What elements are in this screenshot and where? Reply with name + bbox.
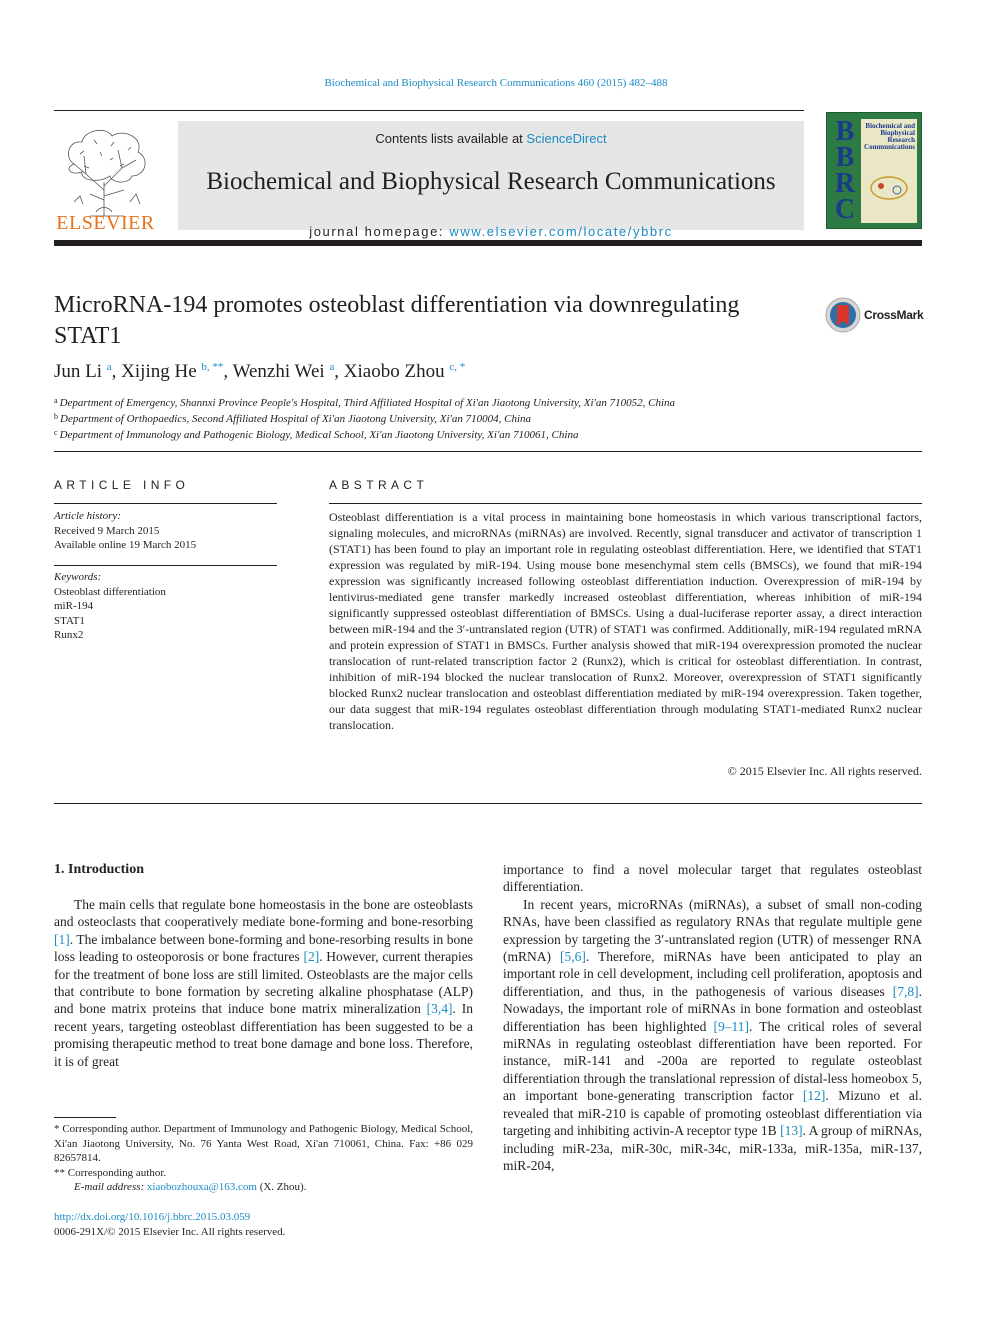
affiliation-key: b	[54, 412, 58, 421]
author-separator: ,	[111, 361, 122, 382]
issn-line: 0006-291X/© 2015 Elsevier Inc. All rights reserved.	[54, 1226, 286, 1238]
keywords-rule	[54, 565, 277, 566]
affiliation-key: c	[54, 428, 58, 437]
affiliation-text: Department of Orthopaedics, Second Affiliated Hospital of Xi'an Jiaotong University, Xi'an 710004, China	[60, 413, 532, 425]
elsevier-wordmark: ELSEVIER	[56, 212, 155, 234]
affiliation	[54, 394, 914, 410]
affiliation-text: Department of Immunology and Pathogenic Biology, Medical School, Xi'an Jiaotong University, Xi'an 710061, China	[59, 429, 579, 441]
citation-link[interactable]: [2]	[303, 949, 320, 965]
cover-title: Biochemical and Biophysical Research Communications	[864, 122, 915, 151]
keyword: Osteoblast differentiation	[54, 585, 166, 598]
cover-panel	[861, 119, 917, 223]
abstract-text: Osteoblast differentiation is a vital process in maintaining bone homeostasis in which various transcriptional factors, signaling molecules, and microRNAs (miRNAs) are involved. Recently, signal transducer and activator of transcription 1 (STAT1) has been found to play an important role in regulating osteoblast differentiation. Here, we identified that STAT1 expression was regulated by miR-194. Using mouse bone mesenchymal stem cells (BMSCs), we found that miR-194 expression was significantly increased following osteoblast differentiation induction. Overexpression of miR-194 by lentivirus-mediated gene transfer markedly increased osteoblast differentiation, whereas inhibition of miR-194 significantly suppressed osteoblast differentiation of BMSCs. Using a dual-luciferase reporter assay, a direct interaction between miR-194 and the 3′-untranslated region (UTR) of STAT1 was confirmed. Additionally, miR-194 regulated mRNA and protein expression of STAT1 in BMSCs. Further analysis showed that miR-194 overexpression promoted the nuclear translocation of runt-related transcription factor 2 (Runx2), which is critical for osteoblast differentiation. In contrast, inhibition of miR-194 blocked the nuclear translocation of Runx2. Moreover, overexpression of STAT1 significantly blocked Runx2 nuclear translocation and osteoblast differentiation mediated by miR-194 overexpression. Taken together, our data suggest that miR-194 regulates osteoblast differentiation through modulating STAT1-mediated Runx2 nuclear translocation.	[329, 510, 922, 732]
citation-link[interactable]: [1]	[54, 931, 70, 947]
author-affil-marker[interactable]: a	[106, 361, 112, 373]
section-divider	[54, 803, 922, 804]
footnote-rule	[54, 1117, 116, 1118]
article-history	[54, 509, 277, 553]
masthead-top-rule	[54, 110, 804, 111]
author-name[interactable]: Xiaobo Zhou	[343, 361, 445, 382]
crossmark-label: CrossMark	[864, 308, 924, 322]
crossmark-badge[interactable]	[824, 296, 924, 336]
homepage-prefix: journal homepage:	[309, 224, 450, 239]
cover-letter: B	[835, 116, 855, 147]
author-list	[54, 361, 914, 383]
contents-line	[178, 131, 804, 146]
footnote-email	[54, 1180, 473, 1195]
intro-paragraph: In recent years, microRNAs (miRNAs), a subset of small non-coding RNAs, have been classified as regulatory RNAs that regulate multiple gene expression by targeting the 3′-untranslated region (UTR) of messenger RNA (mRNA) [5,6]. Therefore, miRNAs have been anticipated to play an important role in cell development, including cell proliferation, apoptosis and differentiation, and thus, in the pathogenesis of various diseases [7,8]. Nowadays, the important role of miRNAs in bone formation and osteoblast differentiation has been highlighted [9–11]. The critical roles of several miRNAs in regulating osteoblast differentiation have been reported. For instance, miR-141 and -200a are reported to regulate osteoblast differentiation through the translational repression of distal-less homeobox 5, an important bone-generating transcription factor [12]. Mizuno et al. revealed that miR-210 is capable of promoting osteoblast differentiation via targeting and inhibiting activin-A receptor type 1B [13]. A group of miRNAs, including miR-23a, miR-30c, miR-34c, miR-133a, miR-135a, miR-137, miR-204,	[503, 896, 922, 1173]
article-title: MicroRNA-194 promotes osteoblast differentiation via downregulating STAT1	[54, 292, 740, 349]
keyword: STAT1	[54, 614, 85, 627]
journal-name: Biochemical and Biophysical Research Communications	[206, 168, 776, 195]
intro-paragraph: The main cells that regulate bone homeostasis in the bone are osteoblasts and osteoclasts that cooperatively mediate bone-forming and bone-resorbing [1]. The imbalance between bone-forming and bone-resorbing results in bone loss leading to osteoporosis or bone fractures [2]. However, current therapies for the treatment of bone loss are still limited. Osteoblasts are the major cells that contribute to bone formation by secreting alkaline phosphatase (ALP) and bone matrix proteins that induce bone matrix mineralization [3,4]. In recent years, targeting osteoblast differentiation has been suggested to be a promising therapeutic method to treat bone damage and bone loss. Therefore, it is of great	[54, 897, 474, 1069]
affiliation	[54, 426, 914, 442]
journal-citation[interactable]: Biochemical and Biophysical Research Communications 460 (2015) 482–488	[324, 77, 668, 89]
received-date: Received 9 March 2015	[54, 524, 160, 537]
keywords-label: Keywords:	[54, 571, 102, 583]
intro-right-column	[503, 861, 922, 1174]
cover-bbrc-letters	[831, 116, 859, 225]
intro-paragraph: importance to find a novel molecular target that regulates osteoblast differentiation.	[503, 862, 922, 895]
author-affil-marker[interactable]: a	[329, 361, 335, 373]
author-separator: ,	[334, 361, 344, 382]
cover-letter: B	[835, 142, 855, 173]
author-affil-marker[interactable]: b, **	[201, 361, 224, 373]
masthead-banner	[178, 121, 804, 239]
sciencedirect-link[interactable]: ScienceDirect	[526, 131, 607, 146]
citation-link[interactable]: [3,4]	[426, 1001, 453, 1017]
affiliation-key: a	[54, 396, 58, 405]
cover-letter: R	[834, 168, 856, 199]
homepage-link[interactable]: www.elsevier.com/locate/ybbrc	[449, 224, 673, 239]
cover-figure-icon	[867, 173, 911, 203]
citation-link[interactable]: [13]	[780, 1123, 803, 1139]
affiliation	[54, 410, 914, 426]
abstract-copyright: © 2015 Elsevier Inc. All rights reserved.	[727, 764, 922, 778]
email-link[interactable]: xiaobozhouxa@163.com	[146, 1181, 257, 1193]
footnote-corresponding-2: ** Corresponding author.	[54, 1166, 167, 1179]
keyword: miR-194	[54, 600, 94, 612]
contents-prefix: Contents lists available at	[375, 131, 527, 146]
article-info-heading: ARTICLE INFO	[54, 478, 190, 492]
citation-link[interactable]: [12]	[802, 1088, 826, 1104]
author-affil-marker[interactable]: c, *	[449, 361, 466, 373]
journal-masthead	[54, 110, 922, 246]
masthead-bottom-rule	[54, 240, 922, 246]
author-name[interactable]: Wenzhi Wei	[232, 361, 325, 382]
author-name[interactable]: Jun Li	[54, 361, 103, 382]
abstract-rule	[329, 503, 922, 504]
journal-homepage	[178, 224, 804, 239]
intro-left-column	[54, 896, 473, 1070]
email-label: E-mail address:	[74, 1181, 147, 1193]
affiliation-text: Department of Emergency, Shannxi Province People's Hospital, Third Affiliated Hospital of Xi'an Jiaotong University, Xi'an 710052, China	[59, 397, 676, 409]
crossmark-icon	[824, 296, 862, 334]
abstract-heading: ABSTRACT	[329, 478, 429, 492]
footnote-corresponding: * Corresponding author. Department of Immunology and Pathogenic Biology, Medical School, Xi'an Jiaotong University, No. 76 Yanta West Road, Xi'an 710061, China. Fax: +86 029 82657814.	[54, 1123, 473, 1164]
footnotes	[54, 1122, 473, 1195]
introduction-heading: 1. Introduction	[54, 862, 144, 877]
available-date: Available online 19 March 2015	[54, 539, 197, 551]
citation-link[interactable]: [7,8]	[892, 983, 919, 999]
citation-link[interactable]: [9–11]	[713, 1018, 749, 1034]
section-divider	[54, 451, 922, 452]
affiliation-list	[54, 394, 914, 442]
author-separator: ,	[223, 361, 233, 382]
author-name[interactable]: Xijing He	[121, 361, 197, 382]
email-suffix: (X. Zhou).	[256, 1181, 307, 1193]
keyword: Runx2	[54, 629, 84, 641]
article-info-rule	[54, 503, 277, 504]
history-label: Article history:	[54, 510, 121, 522]
journal-cover[interactable]	[826, 112, 922, 229]
citation-link[interactable]: [5,6]	[559, 949, 586, 965]
keywords	[54, 570, 277, 643]
cover-letter: C	[834, 194, 856, 225]
doi-link[interactable]: http://dx.doi.org/10.1016/j.bbrc.2015.03.059	[54, 1211, 251, 1223]
